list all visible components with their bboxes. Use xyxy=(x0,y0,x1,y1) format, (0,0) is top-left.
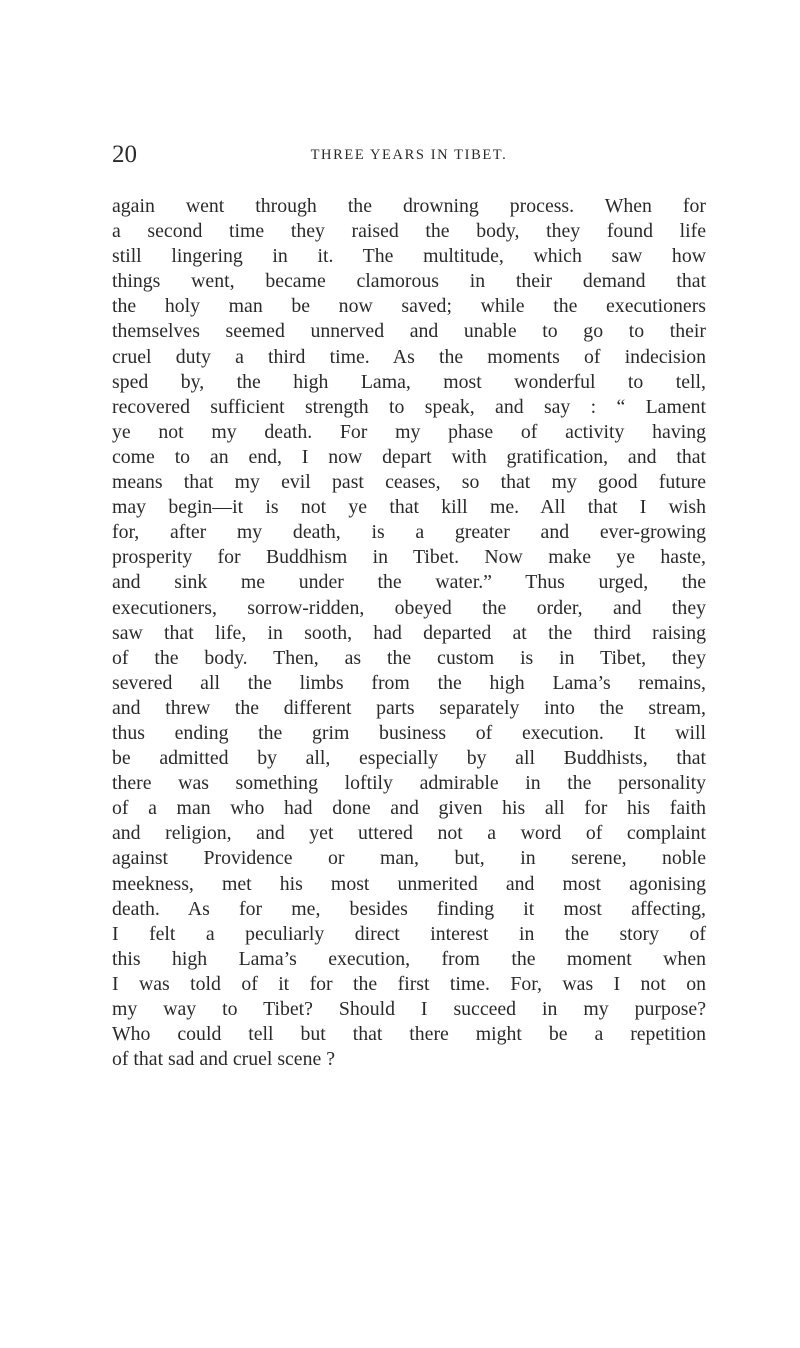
text-line: there was something loftily admirable in the personality xyxy=(112,772,706,795)
text-line: still lingering in it. The multitude, which saw how xyxy=(112,245,706,268)
text-line: meekness, met his most unmerited and most agonising xyxy=(112,872,706,895)
page-number: 20 xyxy=(112,141,137,168)
text-line: of the body. Then, as the custom is in Tibet, they xyxy=(112,646,706,669)
text-line: and religion, and yet uttered not a word of complaint xyxy=(112,822,706,845)
text-line: severed all the limbs from the high Lama’s remains, xyxy=(112,671,706,694)
text-line: again went through the drowning process. When for xyxy=(112,195,706,217)
text-line: things went, became clamorous in their demand that xyxy=(112,270,706,293)
text-line: ye not my death. For my phase of activity having xyxy=(112,420,706,443)
text-line: saw that life, in sooth, had departed at the third raising xyxy=(112,621,706,644)
text-line: and threw the different parts separately into the stream, xyxy=(112,696,706,719)
text-line: executioners, sorrow-ridden, obeyed the order, and they xyxy=(112,596,706,619)
text-line: and sink me under the water.” Thus urged, the xyxy=(112,571,706,594)
text-line: recovered sufficient strength to speak, and say : “ Lament xyxy=(112,395,706,418)
text-line: cruel duty a third time. As the moments of indecision xyxy=(112,345,706,368)
text-line: means that my evil past ceases, so that my good future xyxy=(112,471,706,494)
text-line: prosperity for Buddhism in Tibet. Now make ye haste, xyxy=(112,546,706,569)
running-title: THREE YEARS IN TIBET. xyxy=(310,147,508,163)
text-line: for, after my death, is a greater and ever-growing xyxy=(112,521,706,544)
text-line: I was told of it for the first time. For, was I not on xyxy=(112,972,706,995)
text-line: Who could tell but that there might be a repetition xyxy=(112,1023,706,1046)
text-line: the holy man be now saved; while the executioners xyxy=(112,295,706,318)
text-line: be admitted by all, especially by all Buddhists, that xyxy=(112,747,706,770)
running-head xyxy=(112,140,706,170)
text-line: sped by, the high Lama, most wonderful to tell, xyxy=(112,370,706,393)
text-line: of a man who had done and given his all for his faith xyxy=(112,797,706,820)
text-line: of that sad and cruel scene ? xyxy=(112,1048,335,1071)
text-line: I felt a peculiarly direct interest in the story of xyxy=(112,922,706,945)
body-text xyxy=(112,194,706,1072)
text-line: may begin—it is not ye that kill me. All that I wish xyxy=(112,496,706,519)
text-line: this high Lama’s execution, from the moment when xyxy=(112,947,706,970)
text-line: thus ending the grim business of execution. It will xyxy=(112,721,706,744)
text-line: my way to Tibet? Should I succeed in my purpose? xyxy=(112,998,706,1020)
text-line: death. As for me, besides finding it most affecting, xyxy=(112,897,706,920)
text-line: themselves seemed unnerved and unable to go to their xyxy=(112,320,706,343)
text-line: come to an end, I now depart with gratification, and that xyxy=(112,445,706,468)
text-line: against Providence or man, but, in serene, noble xyxy=(112,847,706,870)
text-line: a second time they raised the body, they found life xyxy=(112,220,706,243)
